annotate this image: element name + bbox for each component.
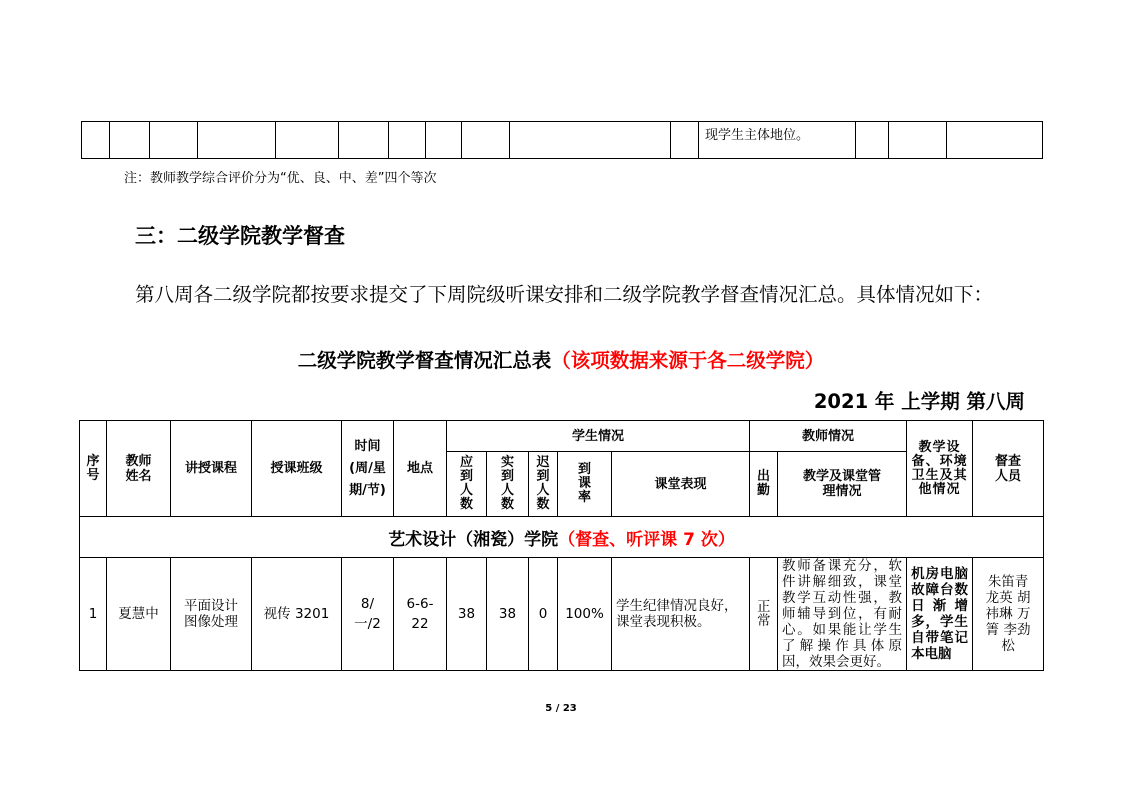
cell-place: 6-6-22 (394, 558, 447, 671)
table-header-row (80, 421, 1044, 452)
cell-late: 0 (529, 558, 558, 671)
header-rate: 到课率 (558, 452, 612, 517)
header-student-group: 学生情况 (447, 421, 750, 452)
header-teacher: 教师姓名 (107, 421, 171, 517)
header-supervisor: 督查人员 (973, 421, 1044, 517)
cell-attendance: 正常 (750, 558, 778, 671)
header-course: 讲授课程 (171, 421, 252, 517)
evaluation-note: 注：教师教学综合评价分为“优、良、中、差”四个等次 (124, 171, 437, 186)
cell-actual: 38 (487, 558, 529, 671)
cell-teaching: 教师备课充分，软件讲解细致，课堂教学互动性强，教师辅导到位，有耐心。如果能让学生了解操作具体原因，效果会更好。 (778, 558, 907, 671)
header-actual: 实到人数 (487, 452, 529, 517)
supervision-summary-table (79, 420, 1044, 671)
table-row (80, 558, 1044, 671)
evaluation-text-cell: 现学生主体地位。 (699, 122, 856, 159)
cell-rate: 100% (558, 558, 612, 671)
intro-paragraph: 第八周各二级学院都按要求提交了下周院级听课安排和二级学院教学督查情况汇总。具体情况如下： (135, 283, 994, 306)
semester-label: 2021 年 上学期 第八周 (813, 390, 1025, 413)
cell-course: 平面设计图像处理 (171, 558, 252, 671)
college-row (80, 517, 1044, 558)
header-expected: 应到人数 (447, 452, 487, 517)
header-place: 地点 (394, 421, 447, 517)
cell-performance: 学生纪律情况良好，课堂表现积极。 (612, 558, 750, 671)
page-number: 5 / 23 (545, 703, 577, 714)
college-name: 艺术设计（湘瓷）学院（督查、听评课 7 次） (80, 517, 1044, 558)
header-teaching: 教学及课堂管理情况 (778, 452, 907, 517)
header-performance: 课堂表现 (612, 452, 750, 517)
cell-time: 8/一/2 (342, 558, 394, 671)
header-time: 时间(周/星期/节) (342, 421, 394, 517)
table-title (0, 345, 1122, 373)
header-late: 迟到人数 (529, 452, 558, 517)
previous-evaluation-table (81, 121, 1043, 159)
header-teacher-group: 教师情况 (750, 421, 907, 452)
header-attendance: 出勤 (750, 452, 778, 517)
table-title-source-note: （该项数据来源于各二级学院） (551, 349, 825, 372)
cell-supervisors: 朱笛青 龙英 胡祎琳 万箐 李劲松 (973, 558, 1044, 671)
cell-seq: 1 (80, 558, 107, 671)
cell-equipment: 机房电脑故障台数日渐增多，学生自带笔记本电脑 (907, 558, 973, 671)
header-class: 授课班级 (252, 421, 342, 517)
header-seq: 序号 (80, 421, 107, 517)
header-equipment: 教学设备、环境卫生及其他情况 (907, 421, 973, 517)
cell-class: 视传 3201 (252, 558, 342, 671)
cell-teacher: 夏慧中 (107, 558, 171, 671)
table-row (82, 122, 1043, 159)
section-heading: 三：二级学院教学督查 (135, 224, 345, 248)
cell-expected: 38 (447, 558, 487, 671)
table-title-main: 二级学院教学督查情况汇总表 (297, 349, 552, 372)
